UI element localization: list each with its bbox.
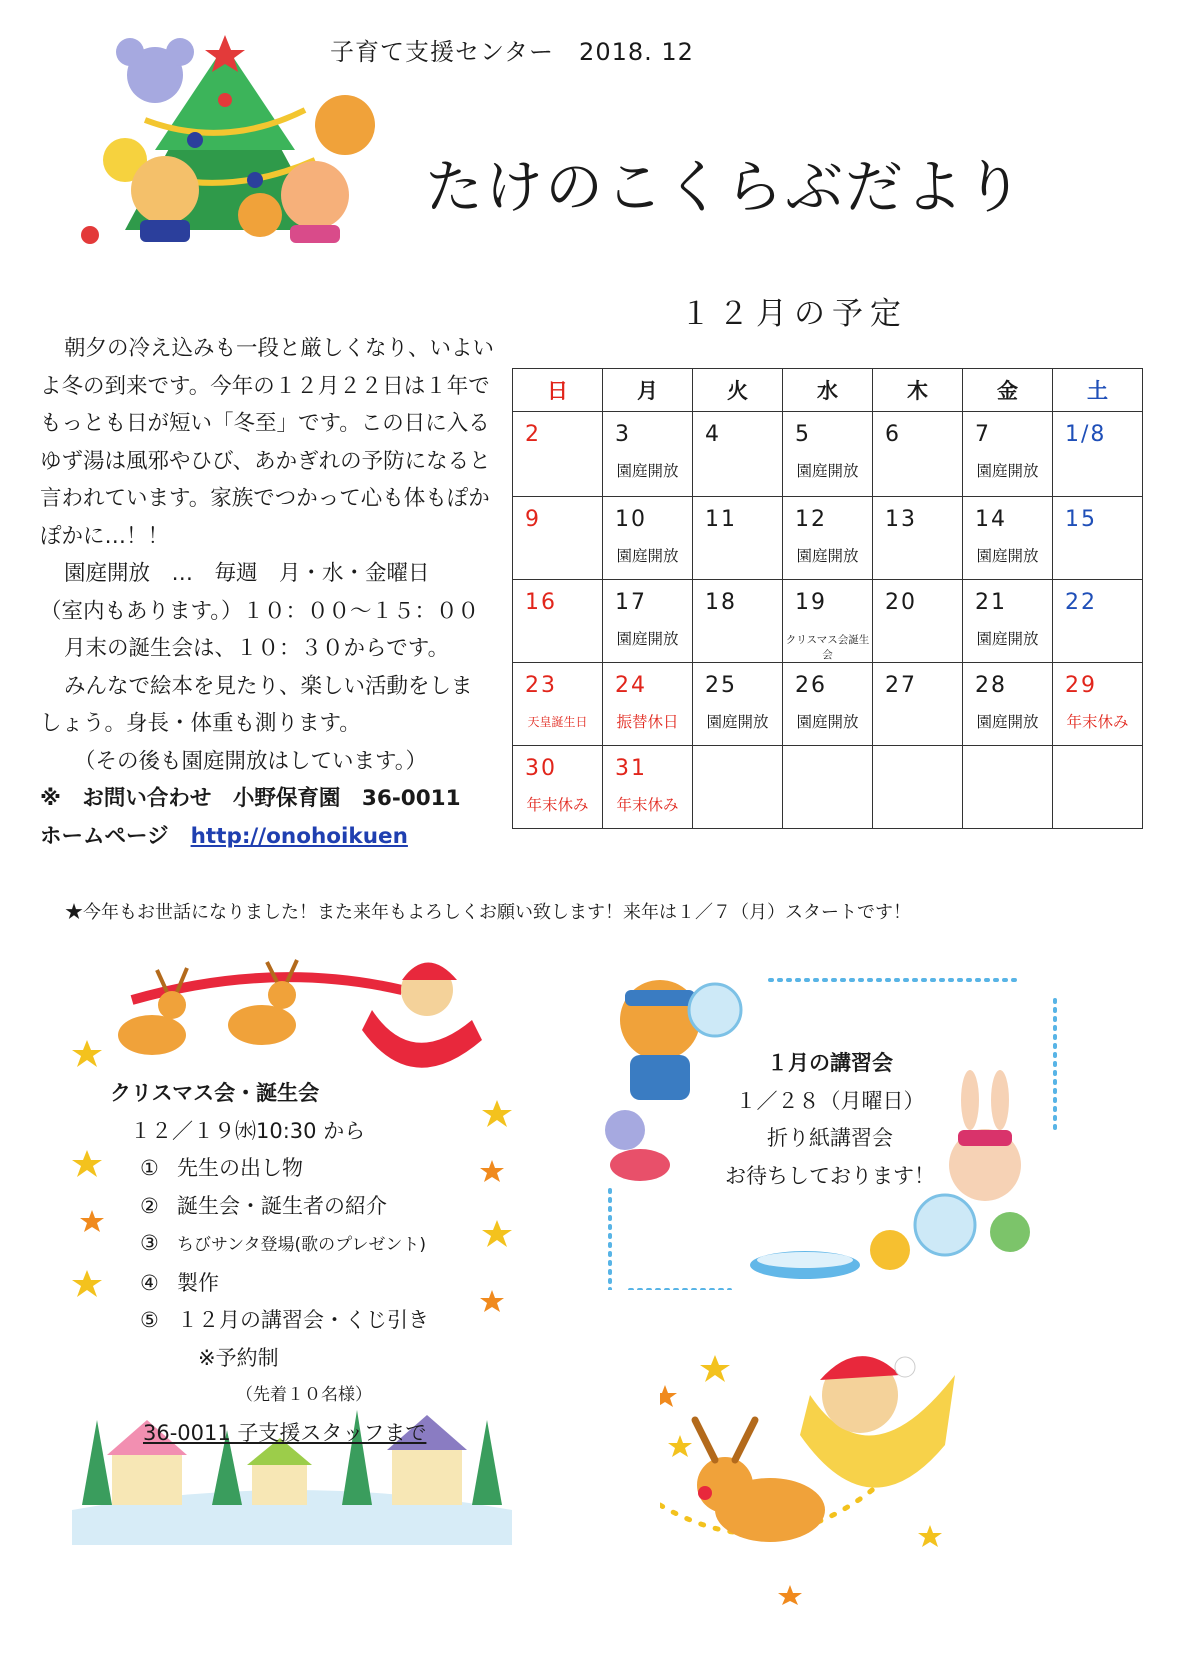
day-number: 21 — [975, 590, 1007, 615]
day-note: 振替休日 — [616, 713, 679, 731]
day-note: 園庭開放 — [976, 713, 1039, 731]
activities-line: しょう。身長・体重も測ります。 — [40, 711, 361, 736]
day-number: 11 — [705, 507, 737, 532]
newsletter-title: たけのこくらぶだより — [425, 153, 1026, 221]
day-number: 23 — [525, 673, 557, 698]
day-number: 9 — [525, 507, 541, 532]
christmas-event-details — [110, 1075, 429, 1452]
calendar-day — [963, 663, 1053, 746]
program-item-number: ⑤ — [140, 1308, 159, 1332]
program-item — [110, 1265, 429, 1303]
day-number: 17 — [615, 590, 647, 615]
garden-open-hours: （室内もあります。）１０：００～１５：００ — [40, 598, 480, 624]
calendar-day-empty — [963, 746, 1053, 829]
january-event-closing: お待ちしております！ — [725, 1163, 935, 1188]
program-item-number: ④ — [140, 1270, 159, 1295]
day-note: 園庭開放 — [976, 630, 1039, 648]
intro-line: もっとも日が短い「冬至」です。この日に入る — [40, 411, 490, 436]
calendar-day — [513, 412, 603, 497]
calendar-day-empty — [1053, 746, 1143, 829]
program-item — [110, 1225, 429, 1265]
after-note: （その後も園庭開放はしています。） — [74, 748, 428, 774]
program-item-number: ② — [140, 1193, 159, 1218]
day-number: 10 — [615, 507, 647, 532]
calendar-week — [513, 412, 1143, 497]
day-number: 31 — [615, 756, 647, 781]
homepage-label: ホームページ — [40, 823, 169, 849]
day-note: 天皇誕生日 — [527, 715, 588, 729]
january-event-title: １月の講習会 — [767, 1051, 893, 1075]
calendar-day — [693, 580, 783, 663]
december-calendar — [512, 368, 1143, 829]
calendar-day — [603, 580, 693, 663]
program-item-text: 先生の出し物 — [177, 1156, 303, 1180]
calendar-day — [603, 412, 693, 497]
calendar-day — [783, 663, 873, 746]
christmas-tree-animals-illustration — [45, 30, 395, 245]
reservation-note: ※予約制 — [198, 1345, 279, 1370]
day-number: 2 — [525, 422, 541, 447]
program-item — [110, 1188, 429, 1226]
calendar-day — [963, 580, 1053, 663]
program-item-number: ① — [140, 1156, 159, 1180]
day-note: 園庭開放 — [796, 547, 859, 565]
calendar-day — [873, 412, 963, 497]
day-number: 29 — [1065, 673, 1097, 698]
day-number: 13 — [885, 507, 917, 532]
intro-line: ゆず湯は風邪やひび、あかぎれの予防になると — [40, 448, 491, 474]
year-end-notice: ★今年もお世話になりました！また来年もよろしくお願い致します！来年は１／７（月）スタートです！ — [65, 902, 911, 923]
day-number: 5 — [795, 422, 811, 447]
calendar-week — [513, 580, 1143, 663]
day-note: 園庭開放 — [706, 713, 769, 731]
calendar-day — [783, 580, 873, 663]
calendar-day — [1053, 663, 1143, 746]
day-number: 7 — [975, 422, 991, 447]
calendar-day — [1053, 412, 1143, 497]
christmas-event-datetime: １２／１９㈬10:30 から — [130, 1118, 366, 1143]
calendar-day — [603, 746, 693, 829]
day-note: 園庭開放 — [616, 462, 679, 480]
calendar-day — [513, 746, 603, 829]
day-number: 1/8 — [1065, 422, 1107, 447]
day-number: 3 — [615, 422, 631, 447]
calendar-day — [693, 412, 783, 497]
calendar-title: １２月の予定 — [680, 296, 908, 332]
homepage-line — [40, 818, 510, 856]
day-number: 12 — [795, 507, 827, 532]
calendar-day — [1053, 497, 1143, 580]
day-number: 27 — [885, 673, 917, 698]
january-event-date: １／２８（月曜日） — [735, 1088, 925, 1113]
issue-date: 2018. 12 — [579, 38, 694, 66]
weekday-mon: 月 — [603, 369, 693, 412]
day-note: 年末休み — [616, 796, 679, 814]
calendar-day — [1053, 580, 1143, 663]
day-number: 14 — [975, 507, 1007, 532]
day-number: 16 — [525, 590, 557, 615]
santa-reindeer-illustration — [660, 1335, 960, 1605]
christmas-contact: 36-0011 子支援スタッフまで — [143, 1420, 427, 1445]
weekday-fri: 金 — [963, 369, 1053, 412]
day-note: 年末休み — [526, 796, 589, 814]
weekday-thu: 木 — [873, 369, 963, 412]
day-number: 20 — [885, 590, 917, 615]
day-note: 園庭開放 — [796, 462, 859, 480]
day-note: 園庭開放 — [616, 630, 679, 648]
birthday-time: 月末の誕生会は、１０：３０からです。 — [64, 636, 450, 661]
calendar-day — [513, 580, 603, 663]
calendar-week — [513, 746, 1143, 829]
calendar-day — [693, 497, 783, 580]
day-number: 4 — [705, 422, 721, 447]
program-item — [110, 1302, 429, 1340]
center-name: 子育て支援センター — [330, 38, 555, 66]
calendar-day-empty — [783, 746, 873, 829]
day-number: 19 — [795, 590, 827, 615]
day-number: 30 — [525, 756, 557, 781]
day-number: 25 — [705, 673, 737, 698]
weekday-sun: 日 — [513, 369, 603, 412]
intro-text — [40, 330, 510, 855]
intro-line: ぽかに…！！ — [40, 523, 170, 549]
calendar-day-empty — [693, 746, 783, 829]
program-item-text: １２月の講習会・くじ引き — [177, 1308, 429, 1332]
program-item-text: ちびサンタ登場(歌のプレゼント) — [177, 1235, 427, 1255]
january-event-details — [690, 1045, 970, 1195]
intro-line: よ冬の到来です。今年の１２月２２日は１年で — [40, 373, 490, 399]
activities-line: みんなで絵本を見たり、楽しい活動をしま — [64, 673, 473, 699]
calendar-day — [603, 497, 693, 580]
day-number: 28 — [975, 673, 1007, 698]
calendar-day — [873, 663, 963, 746]
homepage-link[interactable]: http://onohoikuen — [190, 823, 408, 849]
calendar-week — [513, 663, 1143, 746]
program-item — [110, 1150, 429, 1188]
january-event-name: 折り紙講習会 — [767, 1126, 893, 1150]
day-number: 6 — [885, 422, 901, 447]
contact-info: ※ お問い合わせ 小野保育園 36-0011 — [40, 786, 461, 811]
garden-open-schedule: 園庭開放 … 毎週 月・水・金曜日 — [64, 561, 430, 586]
day-number: 15 — [1065, 507, 1097, 532]
weekday-header-row — [513, 369, 1143, 412]
calendar-day — [873, 580, 963, 663]
calendar-day — [603, 663, 693, 746]
calendar-day — [513, 663, 603, 746]
intro-line: 朝夕の冷え込みも一段と厳しくなり、いよい — [64, 336, 495, 361]
calendar-day — [783, 412, 873, 497]
calendar-day — [513, 497, 603, 580]
calendar-day — [783, 497, 873, 580]
day-number: 24 — [615, 673, 647, 698]
day-note: クリスマス会誕生会 — [785, 634, 870, 661]
day-number: 26 — [795, 673, 827, 698]
weekday-tue: 火 — [693, 369, 783, 412]
christmas-event-title: クリスマス会・誕生会 — [110, 1081, 320, 1105]
calendar-day — [963, 412, 1053, 497]
day-note: 園庭開放 — [616, 547, 679, 565]
day-number: 18 — [705, 590, 737, 615]
calendar-day-empty — [873, 746, 963, 829]
weekday-wed: 水 — [783, 369, 873, 412]
calendar-day — [873, 497, 963, 580]
day-note: 園庭開放 — [796, 713, 859, 731]
program-item-number: ③ — [140, 1231, 159, 1255]
calendar-day — [693, 663, 783, 746]
program-item-text: 製作 — [177, 1270, 219, 1295]
capacity-note: （先着１０名様） — [236, 1385, 372, 1405]
calendar-week — [513, 497, 1143, 580]
day-number: 22 — [1065, 590, 1097, 615]
day-note: 年末休み — [1066, 713, 1129, 731]
intro-line: 言われています。家族でつかって心も体もぽか — [40, 486, 490, 511]
day-note: 園庭開放 — [976, 547, 1039, 565]
program-item-text: 誕生会・誕生者の紹介 — [177, 1193, 387, 1218]
day-note: 園庭開放 — [976, 462, 1039, 480]
weekday-sat: 土 — [1053, 369, 1143, 412]
calendar-day — [963, 497, 1053, 580]
